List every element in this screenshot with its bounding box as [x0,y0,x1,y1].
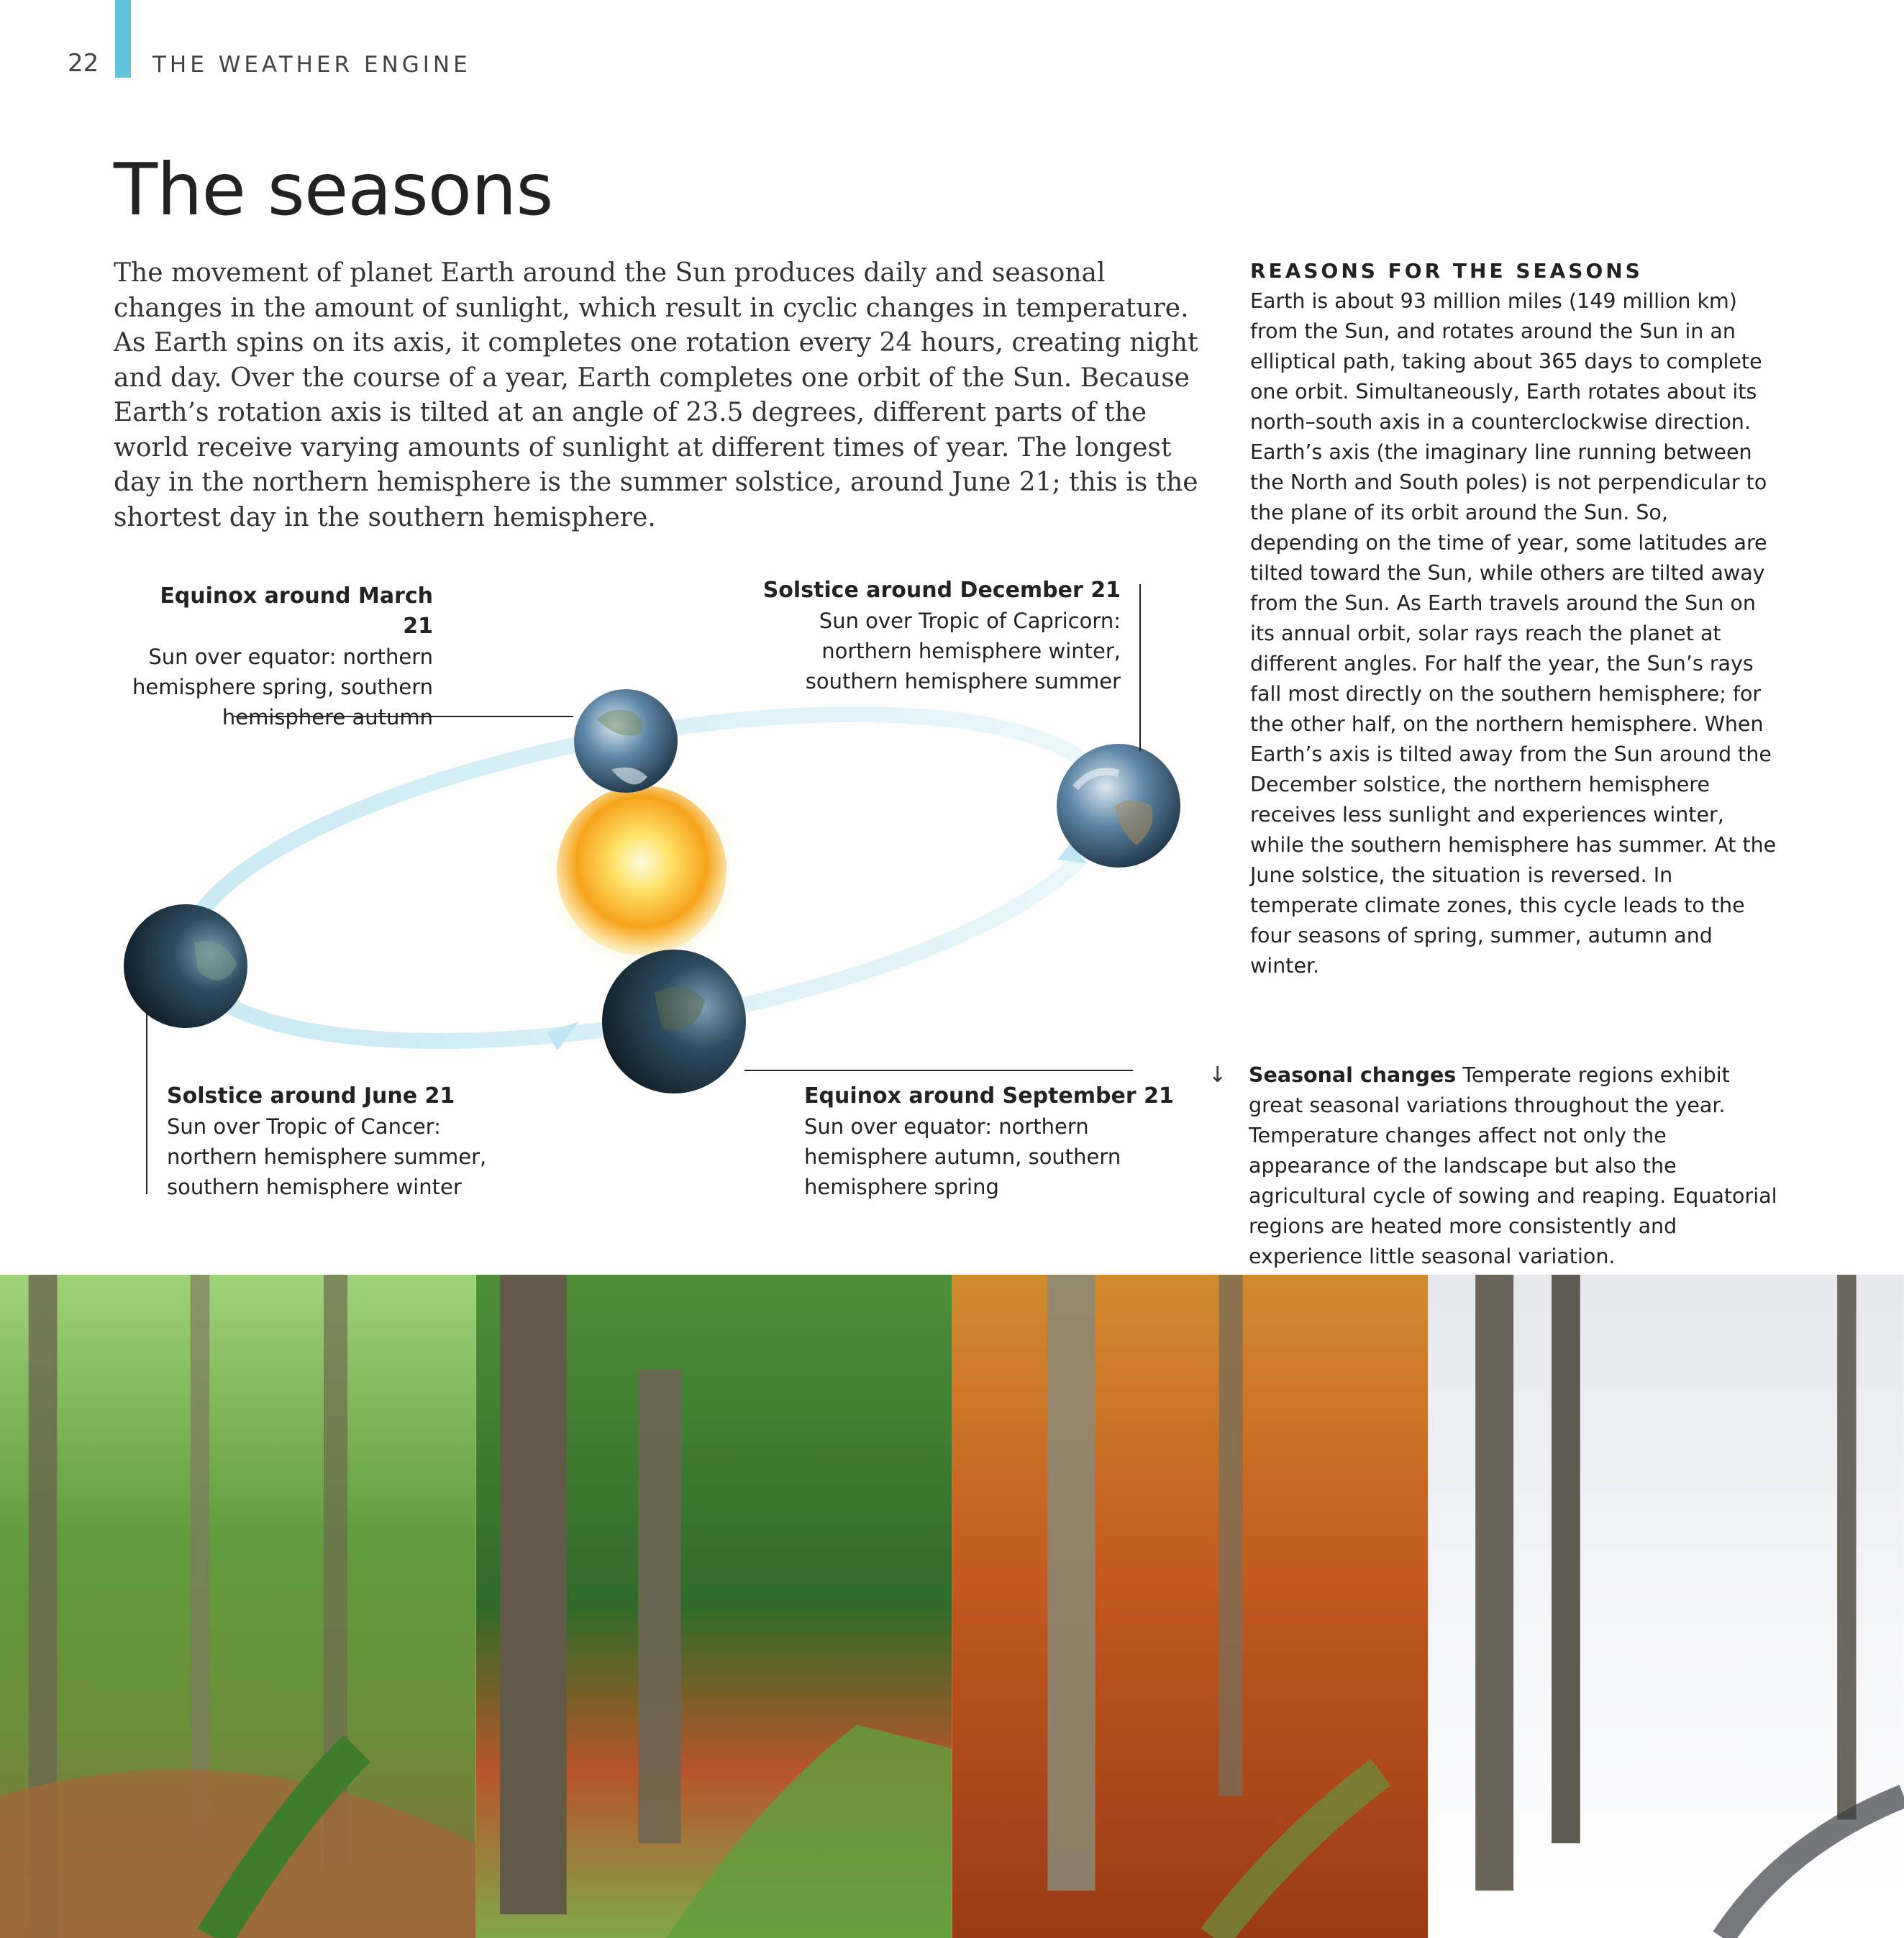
caption-title: Solstice around December 21 [762,578,1121,603]
caption-line: Sun over Tropic of Cancer: [167,1114,441,1139]
sidebar-body: Earth is about 93 million miles (149 million km) from the Sun, and rotates around the Sun in an elliptical path, taking about 365 days to complete one orbit. Simultaneously, Earth rotates about its north–south axis in a counterclockwise direction. Earth’s axis (the imaginary line running between the North and South poles) is not perpendicular to the plane of its orbit around the Sun. So, depending on the time of year, some latitudes are tilted toward the Sun, while others are tilted away from the Sun. As Earth travels around the Sun on its annual orbit, solar rays reach the planet at different angles. For half the year, the Sun’s rays fall most directly on the southern hemisphere; for the other half, on the northern hemisphere. When Earth’s axis is tilted away from the Sun around the December solstice, the northern hemisphere receives less sunlight and experiences winter, while the southern hemisphere has summer. At the June solstice, the situation is reversed. In temperate climate zones, this cycle leads to the four seasons of spring, summer, autumn and winter. [1250,289,1777,978]
running-head: THE WEATHER ENGINE [152,52,471,78]
caption-line: hemisphere autumn [222,705,433,729]
note-label: Seasonal changes [1249,1063,1457,1087]
caption-line: southern hemisphere winter [167,1175,462,1199]
caption-title: Solstice around June 21 [167,1083,455,1109]
spring-forest-photo [0,1275,476,1938]
caption-september [804,1081,1207,1202]
earth-june [124,904,247,1028]
caption-title: Equinox around September 21 [804,1083,1174,1109]
earth-september [602,950,746,1093]
earth-december [1057,744,1180,868]
seasons-photo-strip [0,1275,1904,1938]
sun [557,786,726,955]
leader-line-september [744,1070,1133,1071]
caption-december [719,576,1121,696]
sidebar-heading: REASONS FOR THE SEASONS [1250,259,1643,283]
caption-march [129,581,433,732]
caption-line: Sun over equator: northern [148,645,433,669]
caption-line: southern hemisphere summer [805,669,1121,693]
note-text: Temperate regions exhibit great seasonal variations throughout the year. Temperature changes affect not only the appearance of the landscape but also the agricultural cycle of sowing and reaping. Equatorial regions are heated more consistently and experience little seasonal variation. [1249,1063,1777,1268]
summer-forest-photo [476,1275,952,1938]
caption-line: Sun over Tropic of Capricorn: [819,609,1121,633]
caption-line: hemisphere autumn, southern [804,1145,1121,1169]
caption-line: hemisphere spring, southern [132,675,433,699]
caption-line: northern hemisphere summer, [167,1145,487,1169]
page-number: 22 [68,49,99,78]
note-body [1249,1060,1781,1272]
caption-line: northern hemisphere winter, [821,639,1121,663]
caption-line: Sun over equator: northern [804,1114,1089,1139]
leader-line-june [146,1007,147,1194]
leader-line-december [1139,584,1141,751]
caption-june [167,1081,570,1202]
intro-paragraph: The movement of planet Earth around the Sun produces daily and seasonal changes in the amount of sunlight, which result in cyclic changes in temperature. As Earth spins on its axis, it completes one rotation every 24 hours, creating night and day. Over the course of a year, Earth completes one orbit of the Sun. Because Earth’s rotation axis is tilted at an angle of 23.5 degrees, different parts of the world receive varying amounts of sunlight at different times of year. The longest day in the northern hemisphere is the summer solstice, around June 21; this is the shortest day in the southern hemisphere. [114,258,1198,532]
page-title: The seasons [114,147,553,232]
accent-bar [115,0,131,78]
caption-title: Equinox around March 21 [160,583,433,639]
earth-march [574,689,678,793]
autumn-forest-photo [952,1275,1429,1938]
arrow-down-icon: ↓ [1208,1063,1227,1088]
caption-line: hemisphere spring [804,1175,999,1199]
winter-forest-photo [1428,1275,1904,1938]
